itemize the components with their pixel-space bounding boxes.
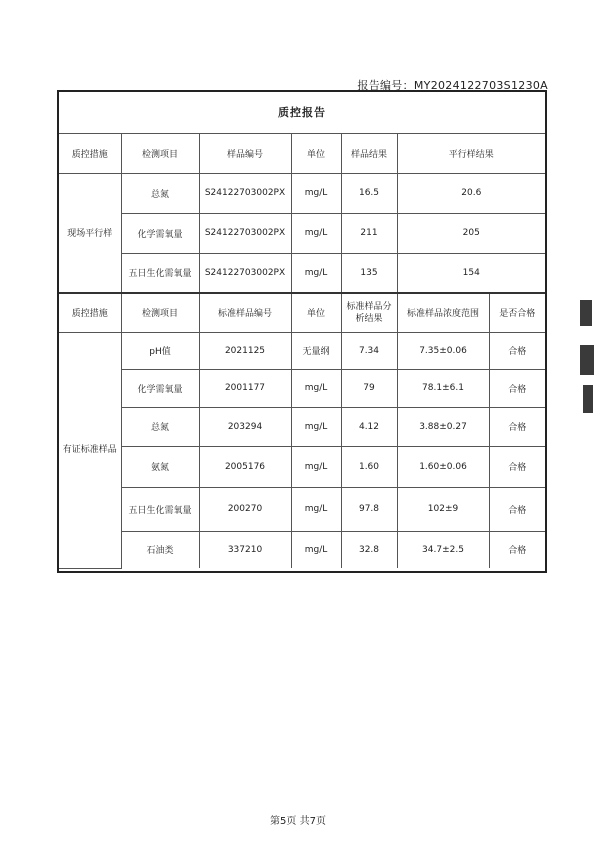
qc-report-table (59, 92, 545, 569)
table2-result: 1.60 (341, 446, 397, 487)
table1-group-label: 现场平行样 (59, 173, 121, 293)
table2-result: 7.34 (341, 332, 397, 369)
table1-header-measure: 质控措施 (59, 133, 121, 173)
table2-pass: 合格 (489, 407, 545, 446)
table-row (59, 369, 545, 407)
table-row (59, 407, 545, 446)
table-row (59, 332, 545, 369)
table2-item: 总氮 (121, 407, 199, 446)
table2-pass: 合格 (489, 531, 545, 568)
table1-header-result: 样品结果 (341, 133, 397, 173)
table1-sample-no: S24122703002PX (199, 253, 291, 293)
table-row (59, 173, 545, 213)
table2-item: pH值 (121, 332, 199, 369)
table2-header-row (59, 293, 545, 332)
table1-unit: mg/L (291, 213, 341, 253)
table2-range: 1.60±0.06 (397, 446, 489, 487)
table1-result: 135 (341, 253, 397, 293)
table2-header-range: 标准样品浓度范围 (397, 293, 489, 332)
table2-header-measure: 质控措施 (59, 293, 121, 332)
table2-std-no: 203294 (199, 407, 291, 446)
table2-header-std-no: 标准样品编号 (199, 293, 291, 332)
table2-item: 石油类 (121, 531, 199, 568)
table2-range: 34.7±2.5 (397, 531, 489, 568)
table2-std-no: 2021125 (199, 332, 291, 369)
table2-header-pass: 是否合格 (489, 293, 545, 332)
table1-header-unit: 单位 (291, 133, 341, 173)
seal-fragment (583, 385, 593, 413)
table2-range: 7.35±0.06 (397, 332, 489, 369)
report-title: 质控报告 (59, 92, 545, 133)
table2-pass: 合格 (489, 369, 545, 407)
table2-range: 102±9 (397, 487, 489, 531)
table2-pass: 合格 (489, 446, 545, 487)
table-row (59, 487, 545, 531)
table2-unit: mg/L (291, 369, 341, 407)
table-row (59, 213, 545, 253)
table1-unit: mg/L (291, 253, 341, 293)
table2-unit: mg/L (291, 407, 341, 446)
seal-fragment (580, 345, 594, 375)
seal-fragment (580, 300, 592, 326)
table2-pass: 合格 (489, 332, 545, 369)
table2-result: 79 (341, 369, 397, 407)
table2-std-no: 2005176 (199, 446, 291, 487)
table1-header-item: 检测项目 (121, 133, 199, 173)
table2-std-no: 2001177 (199, 369, 291, 407)
table2-group-label: 有证标准样品 (59, 332, 121, 568)
table1-header-parallel: 平行样结果 (397, 133, 545, 173)
table1-sample-no: S24122703002PX (199, 173, 291, 213)
table2-unit: mg/L (291, 446, 341, 487)
table2-unit: mg/L (291, 531, 341, 568)
page-footer: 第5页 共7页 (270, 816, 326, 827)
table1-result: 16.5 (341, 173, 397, 213)
table2-unit: 无量纲 (291, 332, 341, 369)
table2-std-no: 200270 (199, 487, 291, 531)
table2-result: 97.8 (341, 487, 397, 531)
table1-unit: mg/L (291, 173, 341, 213)
table2-result: 32.8 (341, 531, 397, 568)
table1-item: 五日生化需氧量 (121, 253, 199, 293)
table2-std-no: 337210 (199, 531, 291, 568)
table1-sample-no: S24122703002PX (199, 213, 291, 253)
table1-parallel: 154 (397, 253, 545, 293)
table2-header-unit: 单位 (291, 293, 341, 332)
table1-header-row (59, 133, 545, 173)
table2-header-item: 检测项目 (121, 293, 199, 332)
table2-unit: mg/L (291, 487, 341, 531)
table2-item: 氨氮 (121, 446, 199, 487)
table2-header-result: 标准样品分析结果 (341, 293, 397, 332)
table1-parallel: 205 (397, 213, 545, 253)
table1-header-sample-no: 样品编号 (199, 133, 291, 173)
report-number: 报告编号：MY2024122703S1230A (357, 79, 548, 92)
table2-range: 78.1±6.1 (397, 369, 489, 407)
table1-item: 化学需氧量 (121, 213, 199, 253)
table1-parallel: 20.6 (397, 173, 545, 213)
table2-range: 3.88±0.27 (397, 407, 489, 446)
table2-item: 化学需氧量 (121, 369, 199, 407)
qc-report-frame (57, 90, 547, 573)
table2-pass: 合格 (489, 487, 545, 531)
table1-item: 总氮 (121, 173, 199, 213)
table2-item: 五日生化需氧量 (121, 487, 199, 531)
table2-result: 4.12 (341, 407, 397, 446)
table-row (59, 446, 545, 487)
table1-result: 211 (341, 213, 397, 253)
table-row (59, 253, 545, 293)
table-row (59, 531, 545, 568)
